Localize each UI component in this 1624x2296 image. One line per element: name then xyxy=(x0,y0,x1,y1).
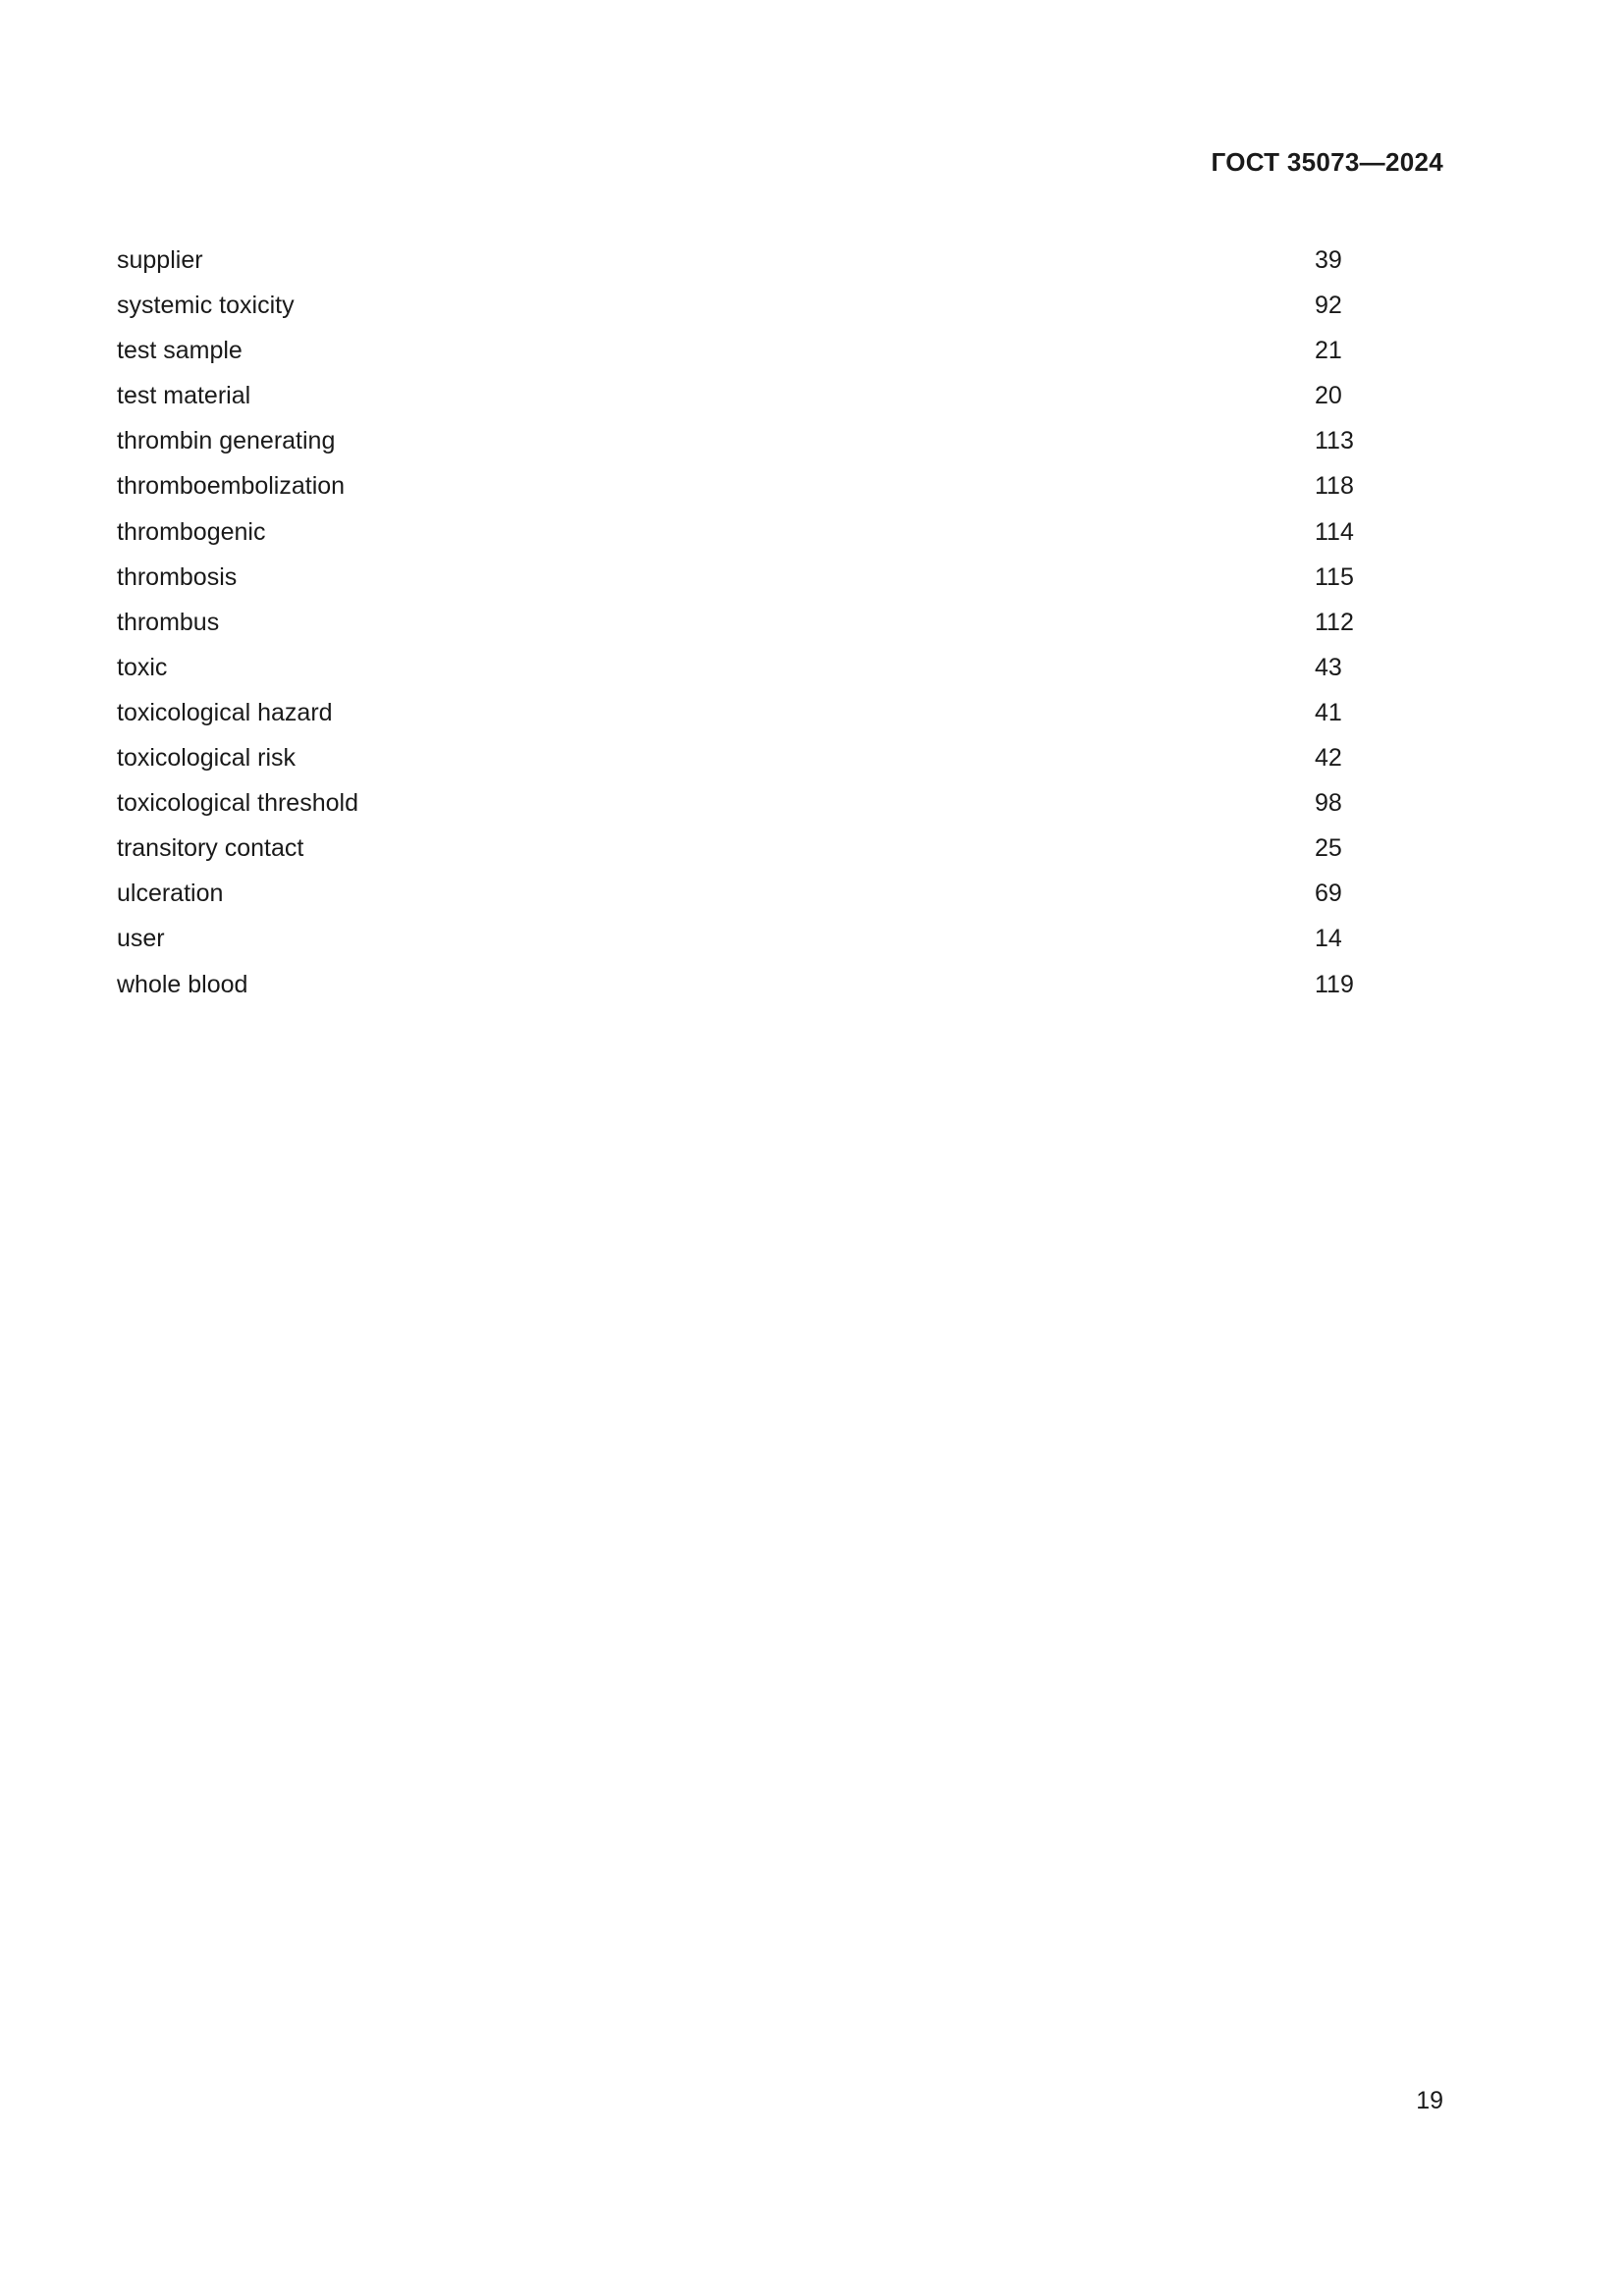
index-entry xyxy=(117,645,1393,690)
index-term: toxicological hazard xyxy=(117,698,333,726)
index-ref: 115 xyxy=(1315,562,1354,591)
index-ref: 118 xyxy=(1315,472,1354,501)
index-ref: 69 xyxy=(1315,880,1342,908)
index-term: thrombosis xyxy=(117,562,238,591)
index-term: toxicological risk xyxy=(117,744,297,773)
index-entry xyxy=(117,555,1393,600)
index-term: supplier xyxy=(117,246,203,274)
index-ref: 20 xyxy=(1315,382,1342,410)
index-term: transitory contact xyxy=(117,834,304,863)
index-ref: 112 xyxy=(1315,608,1354,636)
index-entry xyxy=(117,600,1393,645)
index-entry xyxy=(117,463,1393,508)
index-ref: 119 xyxy=(1315,970,1354,998)
index-term: thrombus xyxy=(117,608,220,636)
index-entry xyxy=(117,826,1393,871)
index-ref: 113 xyxy=(1315,427,1354,455)
index-ref: 41 xyxy=(1315,698,1342,726)
index-ref: 92 xyxy=(1315,292,1342,320)
index-term: test sample xyxy=(117,337,243,365)
index-ref: 25 xyxy=(1315,834,1342,863)
index-ref: 21 xyxy=(1315,337,1342,365)
index-term: test material xyxy=(117,382,251,410)
index-entry xyxy=(117,962,1393,1007)
index-ref: 43 xyxy=(1315,653,1342,681)
index-term: systemic toxicity xyxy=(117,292,295,320)
index-term: thrombogenic xyxy=(117,517,266,546)
index-entry xyxy=(117,735,1393,780)
index-entry xyxy=(117,509,1393,555)
index-ref: 14 xyxy=(1315,925,1342,953)
index-ref: 114 xyxy=(1315,517,1354,546)
index-entry xyxy=(117,328,1393,373)
index-entry xyxy=(117,690,1393,735)
index-entry xyxy=(117,373,1393,418)
index-entry xyxy=(117,283,1393,328)
index-term: thromboembolization xyxy=(117,472,346,501)
index-entry xyxy=(117,238,1393,283)
index-entry xyxy=(117,871,1393,916)
index-term: user xyxy=(117,925,165,953)
index-ref: 98 xyxy=(1315,789,1342,818)
page-number: 19 xyxy=(1416,2087,1443,2114)
index-term: toxic xyxy=(117,653,168,681)
index-entry xyxy=(117,780,1393,826)
index-term: thrombin generating xyxy=(117,427,336,455)
index-ref: 39 xyxy=(1315,246,1342,274)
index-entry xyxy=(117,418,1393,463)
document-code: ГОСТ 35073—2024 xyxy=(1211,147,1443,177)
index-term: toxicological threshold xyxy=(117,789,358,818)
index-ref: 42 xyxy=(1315,744,1342,773)
index-entry xyxy=(117,916,1393,961)
index-term: ulceration xyxy=(117,880,224,908)
term-index-list xyxy=(117,238,1393,1007)
index-term: whole blood xyxy=(117,970,248,998)
